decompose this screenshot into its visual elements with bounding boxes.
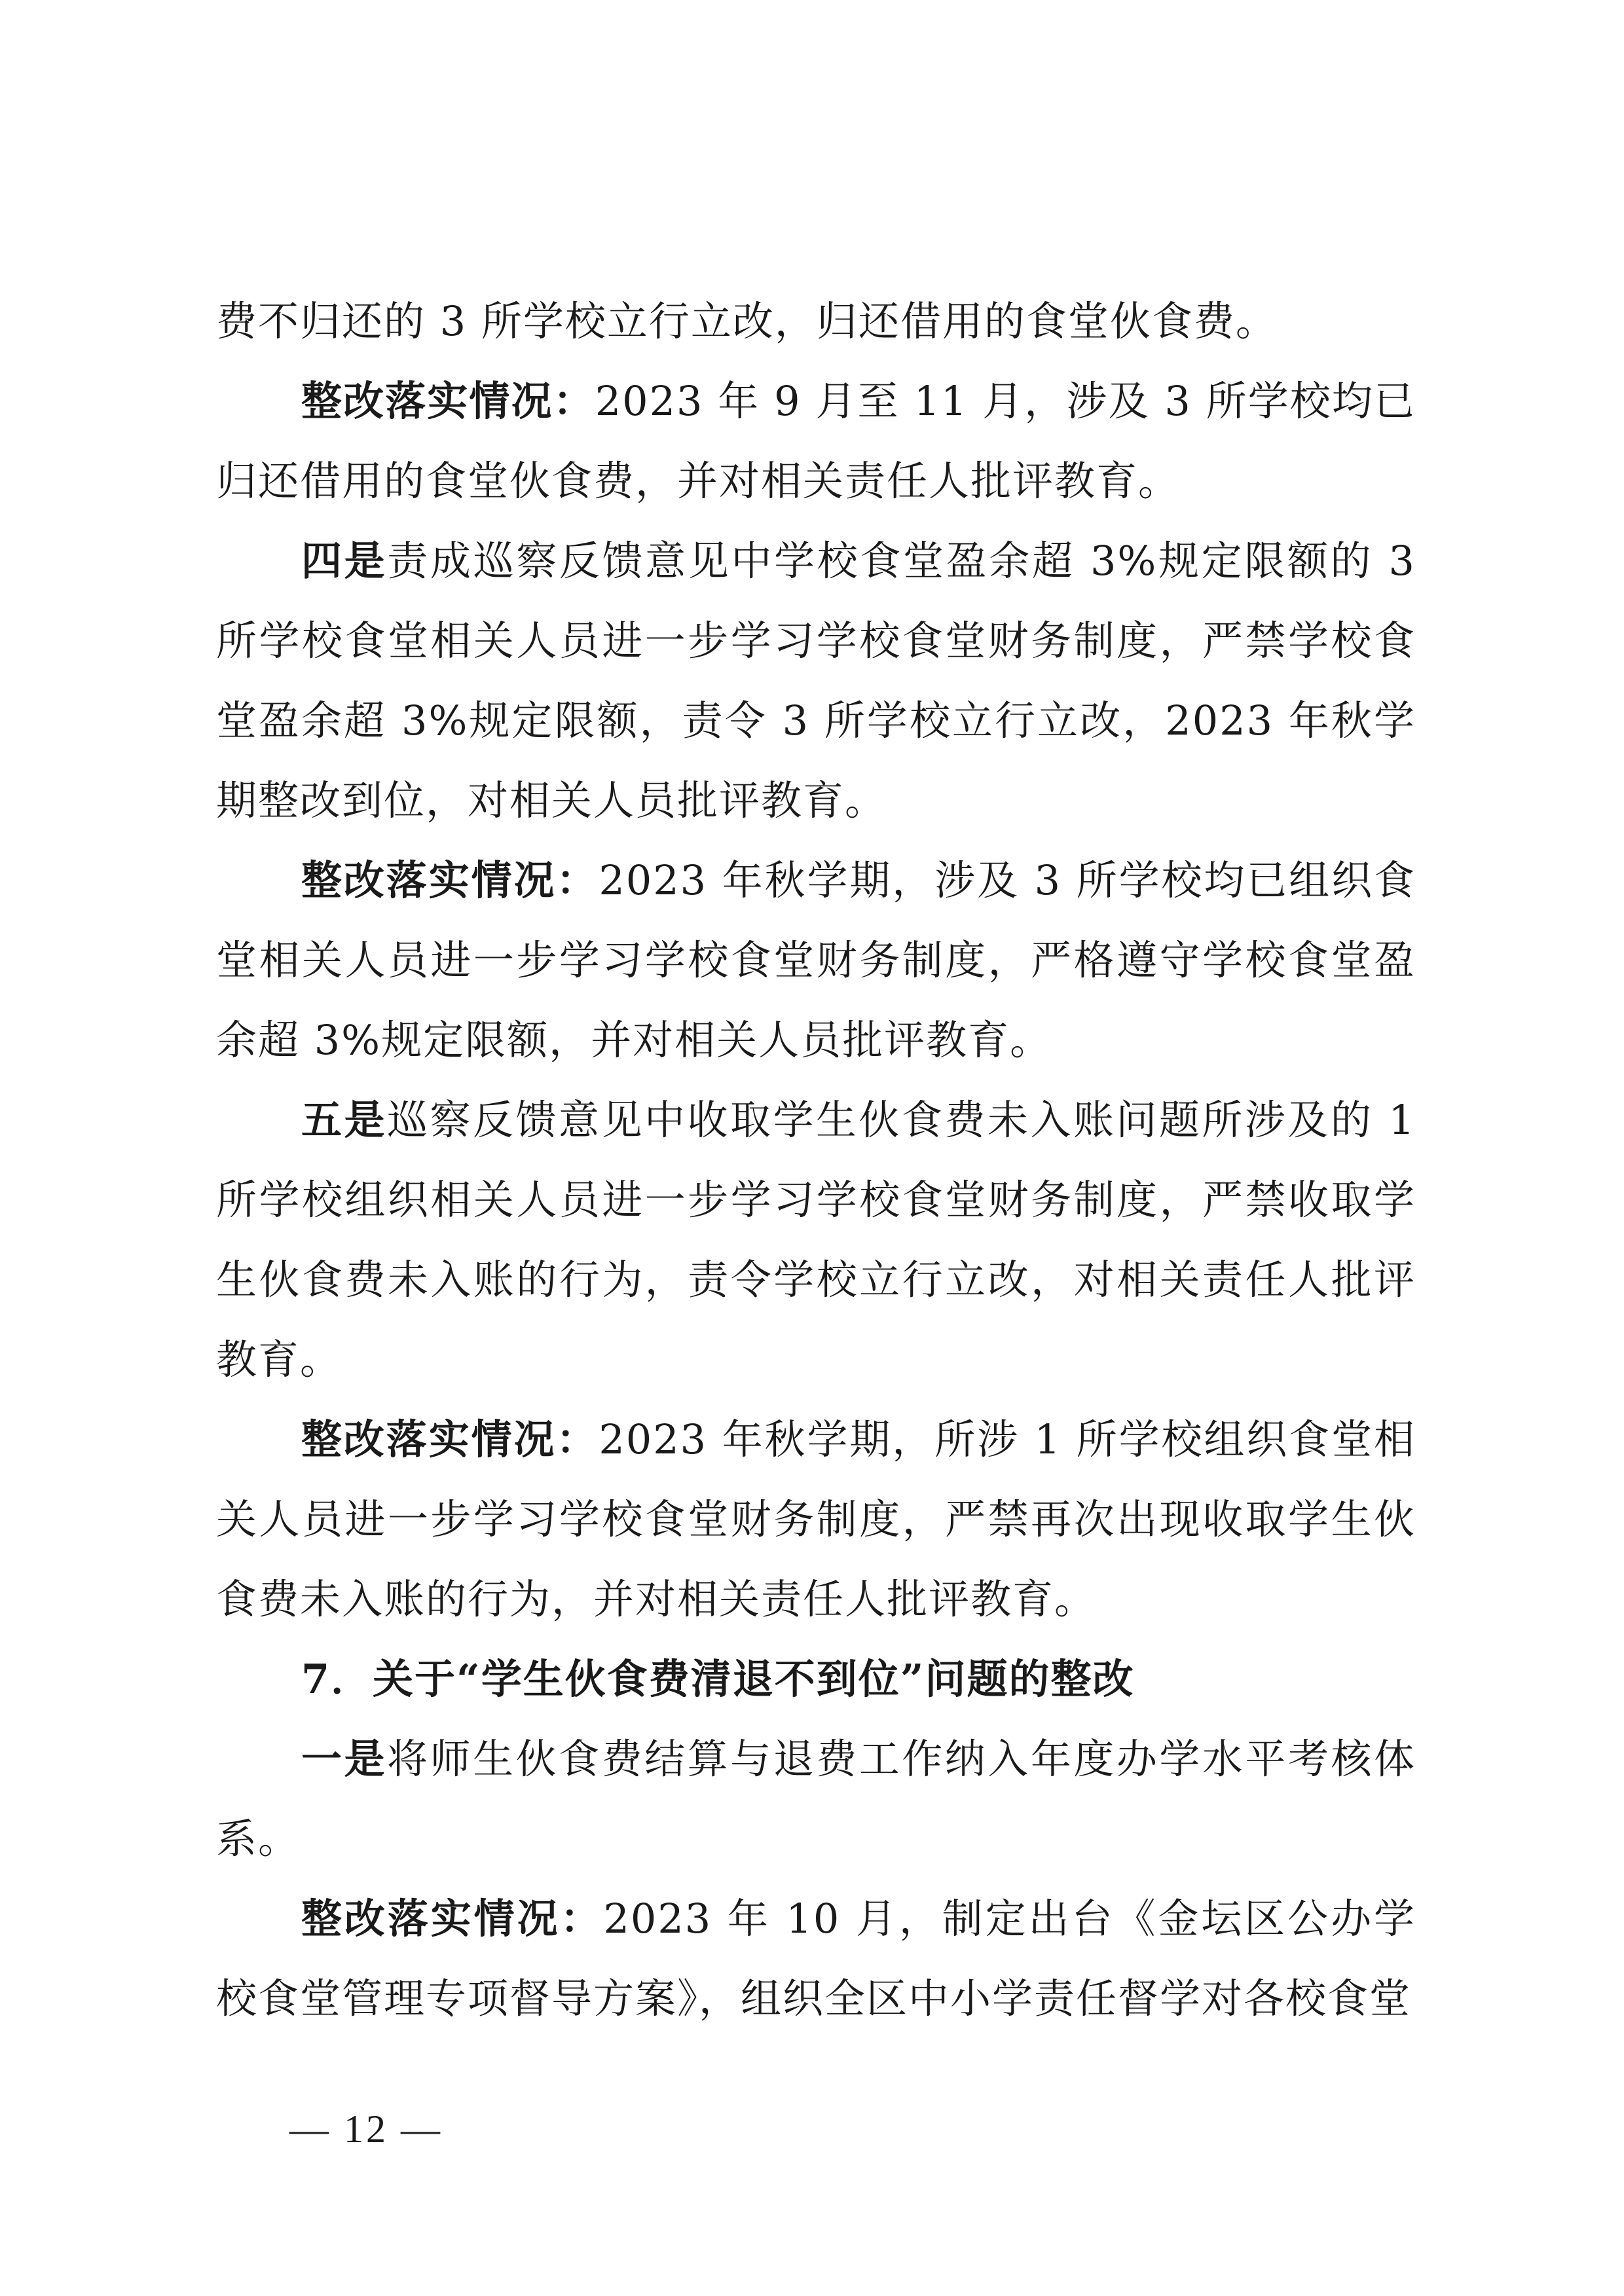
paragraph-text: 责成巡察反馈意见中学校食堂盈余超 3%规定限额的 3 所学校食堂相关人员进一步学习学校食堂财务制度，严禁学校食堂盈余超 3%规定限额，责令 3 所学校立行立改，2023 年秋学期整改到位，对相关人员批评教育。 bbox=[216, 537, 1416, 824]
paragraph-lead: 整改落实情况： bbox=[301, 1415, 599, 1463]
page-number: — 12 — bbox=[289, 2107, 443, 2151]
paragraph-lead: 整改落实情况： bbox=[301, 377, 595, 425]
paragraph-lead: 整改落实情况： bbox=[301, 856, 599, 904]
paragraph-item-four bbox=[216, 521, 1416, 841]
paragraph-item-five bbox=[216, 1080, 1416, 1400]
section-heading-text: 7．关于“学生伙食费清退不到位”问题的整改 bbox=[301, 1655, 1135, 1703]
paragraph-text: 2023 年秋学期，涉及 3 所学校均已组织食堂相关人员进一步学习学校食堂财务制度，严格遵守学校食堂盈余超 3%规定限额，并对相关人员批评教育。 bbox=[216, 856, 1416, 1064]
paragraph-text: 将师生伙食费结算与退费工作纳入年度办学水平考核体系。 bbox=[216, 1735, 1416, 1863]
paragraph-text: 费不归还的 3 所学校立行立改，归还借用的食堂伙食费。 bbox=[216, 297, 1278, 345]
paragraph-rectification-status bbox=[216, 1400, 1416, 1639]
paragraph-text: 2023 年秋学期，所涉 1 所学校组织食堂相关人员进一步学习学校食堂财务制度，严禁再次出现收取学生伙食费未入账的行为，并对相关责任人批评教育。 bbox=[216, 1415, 1416, 1623]
paragraph-text: 巡察反馈意见中收取学生伙食费未入账问题所涉及的 1 所学校组织相关人员进一步学习学校食堂财务制度，严禁收取学生伙食费未入账的行为，责令学校立行立改，对相关责任人批评教育。 bbox=[216, 1096, 1416, 1383]
paragraph-lead: 四是 bbox=[301, 537, 388, 585]
paragraph-rectification-status bbox=[216, 361, 1416, 521]
paragraph-lead: 五是 bbox=[301, 1096, 387, 1144]
paragraph-lead: 一是 bbox=[301, 1735, 388, 1783]
paragraph-continuation bbox=[216, 282, 1416, 361]
document-body bbox=[216, 282, 1416, 2039]
section-heading bbox=[216, 1639, 1416, 1719]
paragraph-rectification-status bbox=[216, 841, 1416, 1080]
paragraph-text: 2023 年 10 月，制定出台《金坛区公办学校食堂管理专项督导方案》，组织全区中小学责任督学对各校食堂 bbox=[216, 1895, 1416, 2022]
paragraph-lead: 整改落实情况： bbox=[301, 1895, 604, 1942]
paragraph-rectification-status bbox=[216, 1879, 1416, 2039]
paragraph-item-one bbox=[216, 1719, 1416, 1879]
paragraph-text: 2023 年 9 月至 11 月，涉及 3 所学校均已归还借用的食堂伙食费，并对相关责任人批评教育。 bbox=[216, 377, 1416, 505]
